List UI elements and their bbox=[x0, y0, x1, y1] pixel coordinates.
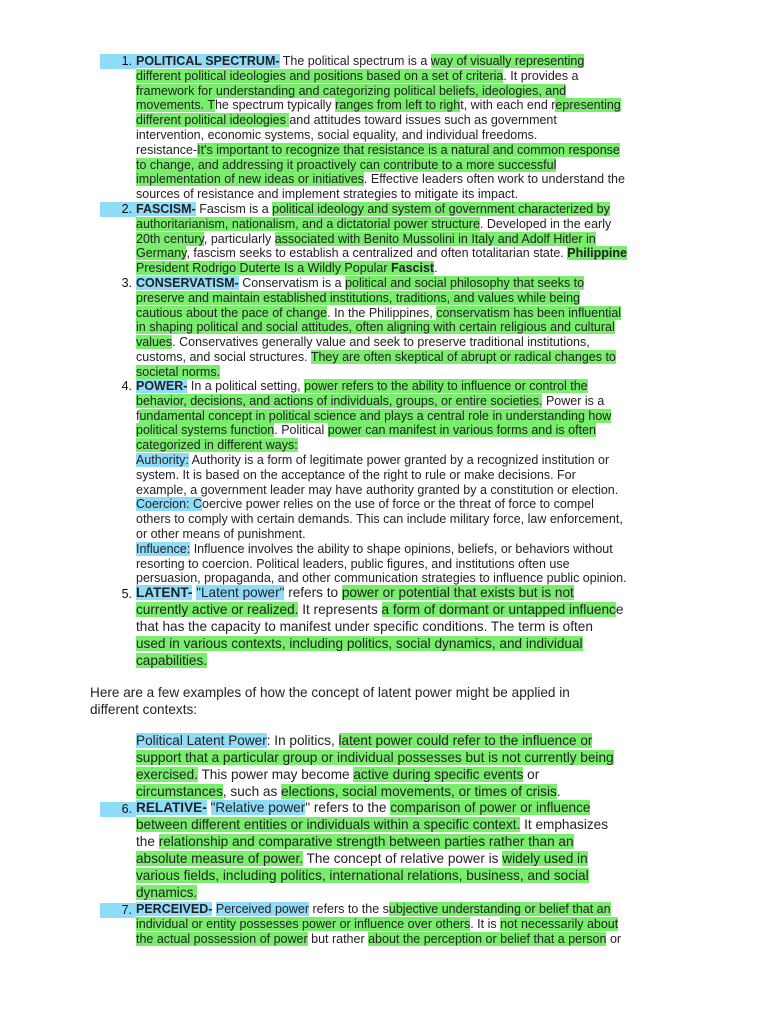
text-run: Influence involves the ability to shape opinions, beliefs, or behaviors without bbox=[190, 541, 613, 556]
text-run: implementation of new ideas or initiatives bbox=[136, 172, 364, 187]
text-line bbox=[136, 246, 680, 261]
text-run: Fascist bbox=[390, 261, 435, 276]
text-line bbox=[136, 365, 680, 380]
text-line bbox=[136, 335, 680, 350]
text-run: cautious about the pace of change bbox=[136, 305, 328, 320]
text-run: Philippine bbox=[567, 246, 627, 261]
text-run: President Rodrigo Duterte Is a Wildly Popular bbox=[136, 261, 391, 276]
text-run: power or potential that exists but is not bbox=[341, 585, 574, 600]
list-item-body bbox=[136, 585, 680, 670]
text-run: societal norms. bbox=[136, 364, 221, 379]
text-line bbox=[136, 571, 680, 586]
list-number: 3. bbox=[121, 276, 132, 290]
text-run: different political ideologies bbox=[136, 113, 290, 128]
text-run: and attitudes toward issues such as government bbox=[289, 113, 557, 128]
text-run: political ideology and system of government characterized by bbox=[272, 202, 610, 216]
text-line bbox=[136, 784, 680, 801]
text-run: . It provides a bbox=[503, 68, 579, 83]
text-run: "Latent power" bbox=[196, 585, 285, 600]
text-run bbox=[207, 800, 211, 815]
text-run: Authority is a form of legitimate power granted by a recognized institution or bbox=[188, 452, 610, 467]
text-run: or bbox=[523, 766, 540, 782]
text-run: others to comply with certain demands. This can include military force, law enforcement, bbox=[136, 512, 623, 527]
text-line bbox=[136, 619, 680, 636]
text-run: dynamics. bbox=[136, 884, 198, 900]
text-line bbox=[136, 84, 680, 99]
paragraph-line: Here are a few examples of how the concept of latent power might be applied in bbox=[90, 685, 570, 700]
text-run: This power may become bbox=[197, 766, 354, 782]
text-run: They are often skeptical of abrupt or radical changes to bbox=[310, 349, 616, 364]
text-run: ubjective understanding or belief that an bbox=[388, 902, 611, 916]
text-line bbox=[136, 885, 680, 902]
text-run: oercive power relies on the use of force or the threat of force to compel bbox=[202, 497, 594, 512]
text-run: various fields, including politics, international relations, business, and social bbox=[136, 867, 589, 883]
text-line bbox=[136, 902, 680, 917]
text-line bbox=[136, 276, 680, 291]
text-line bbox=[136, 158, 680, 173]
text-run: conservatism has been influential bbox=[436, 305, 622, 320]
text-run: used in various contexts, including politics, social dynamics, and individual bbox=[136, 635, 583, 651]
text-line bbox=[136, 468, 680, 483]
text-run: the bbox=[136, 833, 159, 849]
text-run: behavior, decisions, and actions of individuals, groups, or entire societies. bbox=[136, 393, 543, 408]
text-line bbox=[136, 202, 680, 217]
text-line bbox=[136, 851, 680, 868]
text-run: undamental concept in political science and plays a central role in understanding how bbox=[139, 408, 612, 423]
text-run: persuasion, propaganda, and other communication strategies to influence public opinion. bbox=[136, 571, 627, 586]
text-run: authoritarianism, nationalism, and a dictatorial power structure bbox=[136, 216, 480, 231]
text-line bbox=[136, 868, 680, 885]
text-line bbox=[136, 527, 680, 542]
text-line bbox=[136, 128, 680, 143]
text-run: political and social philosophy that seeks to bbox=[345, 276, 585, 290]
text-run: . It is bbox=[470, 916, 501, 931]
text-line bbox=[136, 187, 680, 202]
list-item-body bbox=[136, 800, 680, 901]
text-run: , particularly bbox=[203, 231, 275, 246]
text-line bbox=[136, 113, 680, 128]
text-run: system. It is based on the acceptance of the right to rule or make decisions. For bbox=[136, 467, 576, 482]
text-run: that has the capacity to manifest under specific conditions. The term is often bbox=[136, 618, 593, 634]
text-run: POLITICAL SPECTRUM- bbox=[136, 54, 280, 68]
block-body bbox=[136, 733, 680, 801]
text-line bbox=[136, 932, 680, 947]
text-run: "Relative power bbox=[210, 800, 306, 815]
text-run: values bbox=[136, 335, 173, 350]
text-run: different political ideologies and positions based on a set of criteria bbox=[136, 68, 504, 83]
text-run: 20th century bbox=[136, 231, 204, 246]
text-run: framework for understanding and categorizing political beliefs, ideologies, and bbox=[136, 83, 567, 98]
text-run: categorized in different ways: bbox=[136, 438, 298, 453]
text-line bbox=[136, 379, 680, 394]
text-line bbox=[136, 733, 680, 750]
text-line bbox=[136, 602, 680, 619]
list-item-body bbox=[136, 902, 680, 946]
list-item-body bbox=[136, 54, 680, 202]
text-run: resorting to coercion. Political leaders, public figures, and institutions often use bbox=[136, 556, 570, 571]
text-line bbox=[136, 320, 680, 335]
text-run: example, a government leader may have authority granted by a constitution or election. bbox=[136, 482, 619, 497]
text-line bbox=[136, 394, 680, 409]
text-run: political systems function bbox=[136, 423, 275, 438]
text-run: elections, social movements, or times of crisis bbox=[281, 783, 557, 799]
text-run: e bbox=[615, 601, 624, 617]
text-run: he spectrum typically bbox=[214, 98, 336, 113]
text-line bbox=[136, 653, 680, 670]
text-run: " refers to the bbox=[305, 800, 391, 815]
text-run: CONSERVATISM- bbox=[136, 276, 239, 290]
text-run: intervention, economic systems, social equality, and individual freedoms. bbox=[136, 127, 538, 142]
text-run: individual or entity possesses power or influence over others bbox=[136, 916, 471, 931]
text-run: resistance- bbox=[136, 142, 198, 157]
text-line bbox=[136, 409, 680, 424]
text-run: The political spectrum is a bbox=[279, 54, 431, 68]
text-run: . bbox=[434, 261, 438, 276]
text-run: circumstances bbox=[136, 783, 223, 799]
text-run: , fascism seeks to establish a centralized and often totalitarian state. bbox=[186, 246, 568, 261]
text-run: in shaping political and social attitudes, often aligning with certain religious and cultural bbox=[136, 320, 615, 335]
text-run: between different entities or individuals within a specific context. bbox=[136, 816, 521, 832]
intro-paragraph bbox=[90, 684, 690, 718]
text-line bbox=[136, 98, 680, 113]
text-line bbox=[136, 350, 680, 365]
text-run: relationship and comparative strength between parties rather than an bbox=[158, 833, 574, 849]
text-run: support that a particular group or individual possesses but is not currently being bbox=[136, 749, 614, 765]
list-number: 2. bbox=[100, 202, 136, 217]
text-run: . Developed in the early bbox=[479, 216, 612, 231]
text-line bbox=[136, 438, 680, 453]
text-run: or other means of punishment. bbox=[136, 526, 306, 541]
text-run: Coercion: C bbox=[136, 497, 202, 512]
text-run: . Conservatives generally value and seek to preserve traditional institutions, bbox=[172, 335, 590, 350]
text-run: Political Latent Power bbox=[136, 733, 267, 748]
list-item-body bbox=[136, 202, 680, 276]
text-line bbox=[136, 232, 680, 247]
text-line bbox=[136, 423, 680, 438]
text-line bbox=[136, 453, 680, 468]
text-run: currently active or realized. bbox=[136, 601, 299, 617]
text-run: : In politics, bbox=[266, 733, 339, 748]
text-run: not necessarily about bbox=[500, 916, 619, 931]
text-line bbox=[136, 750, 680, 767]
text-run: Germany bbox=[136, 246, 187, 261]
text-run: . Political bbox=[274, 423, 328, 438]
text-line bbox=[136, 291, 680, 306]
text-run: a form of dormant or untapped influenc bbox=[381, 601, 616, 617]
text-run: Fascism is a bbox=[195, 202, 273, 216]
text-line bbox=[136, 261, 680, 276]
text-run: power refers to the ability to influence or control the bbox=[304, 379, 588, 393]
text-line bbox=[136, 306, 680, 321]
text-run: exercised. bbox=[136, 766, 198, 782]
text-run: . Effective leaders often work to understand the bbox=[363, 172, 625, 187]
text-run: way of visually representing bbox=[430, 54, 585, 68]
text-line bbox=[136, 585, 680, 602]
text-run: LATENT- bbox=[136, 585, 193, 600]
text-run: It represents bbox=[298, 601, 382, 617]
text-run: absolute measure of power. bbox=[136, 850, 304, 866]
text-run: Influence: bbox=[136, 541, 191, 556]
text-run: but rather bbox=[307, 931, 369, 946]
text-run: associated bbox=[274, 231, 338, 246]
text-run: the actual possession of power bbox=[136, 931, 308, 946]
text-line bbox=[136, 54, 680, 69]
list-item-body bbox=[136, 276, 680, 380]
text-run: It's important to recognize that resistance is a natural and common response bbox=[197, 142, 620, 157]
text-run: sources of resistance and implement strategies to mitigate its impact. bbox=[136, 187, 519, 202]
list-number: 4. bbox=[121, 379, 132, 393]
text-run: or bbox=[606, 931, 622, 946]
text-run: customs, and social structures. bbox=[136, 349, 311, 364]
text-run: It emphasizes bbox=[520, 816, 609, 832]
text-run: latent power could refer to the influence or bbox=[338, 733, 593, 748]
text-run: movements. T bbox=[136, 98, 215, 113]
text-run: capabilities. bbox=[136, 652, 208, 668]
text-run: preserve and maintain established institutions, traditions, and values while being bbox=[136, 290, 581, 305]
text-run: . In the Philippines, bbox=[327, 305, 437, 320]
text-line bbox=[136, 636, 680, 653]
text-line bbox=[136, 817, 680, 834]
text-run: ranges from left to righ bbox=[335, 98, 461, 113]
text-run: Authority: bbox=[136, 452, 189, 467]
text-run: , such as bbox=[222, 783, 282, 799]
text-line bbox=[136, 800, 680, 817]
text-run: about the perception or belief that a person bbox=[368, 931, 607, 946]
text-run: active during specific events bbox=[353, 766, 524, 782]
text-run: refers to the s bbox=[309, 902, 389, 916]
paragraph-line: different contexts: bbox=[90, 702, 198, 717]
text-run: widely used in bbox=[502, 850, 588, 866]
text-run: t, with each end r bbox=[460, 98, 556, 113]
text-run: Conservatism is a bbox=[238, 276, 346, 290]
text-run: POWER- bbox=[136, 379, 188, 393]
text-run: refers to bbox=[284, 585, 342, 600]
text-run: Perceived power bbox=[215, 902, 309, 916]
text-line bbox=[136, 917, 680, 932]
text-run: power can manifest in various forms and is often bbox=[327, 423, 596, 438]
text-run: FASCISM- bbox=[136, 202, 196, 216]
text-run: comparison of power or influence bbox=[390, 800, 591, 815]
text-run: with Benito Mussolini in Italy and Adolf Hitler in bbox=[337, 231, 596, 246]
text-line bbox=[136, 172, 680, 187]
text-line bbox=[136, 557, 680, 572]
text-line bbox=[136, 217, 680, 232]
text-line bbox=[136, 542, 680, 557]
text-run: RELATIVE- bbox=[136, 800, 207, 815]
list-number: 7. bbox=[100, 903, 136, 918]
text-run: The concept of relative power is bbox=[303, 850, 503, 866]
text-line bbox=[136, 69, 680, 84]
text-run: f bbox=[136, 408, 140, 423]
text-run: Power is a bbox=[542, 393, 605, 408]
list-number: 1. bbox=[100, 54, 136, 69]
text-line bbox=[136, 767, 680, 784]
text-line bbox=[136, 483, 680, 498]
text-line bbox=[136, 512, 680, 527]
text-run: In a political setting, bbox=[187, 379, 305, 393]
list-number: 5. bbox=[121, 587, 132, 601]
text-run: to change, and addressing it proactively can contribute to a more successful bbox=[136, 157, 557, 172]
text-run: PERCEIVED- bbox=[136, 902, 213, 916]
text-line bbox=[136, 143, 680, 158]
list-item-body bbox=[136, 379, 680, 586]
text-line bbox=[136, 497, 680, 512]
text-run: . bbox=[556, 783, 561, 799]
list-number: 6. bbox=[100, 802, 136, 817]
text-run: epresenting bbox=[555, 98, 621, 113]
text-line bbox=[136, 834, 680, 851]
